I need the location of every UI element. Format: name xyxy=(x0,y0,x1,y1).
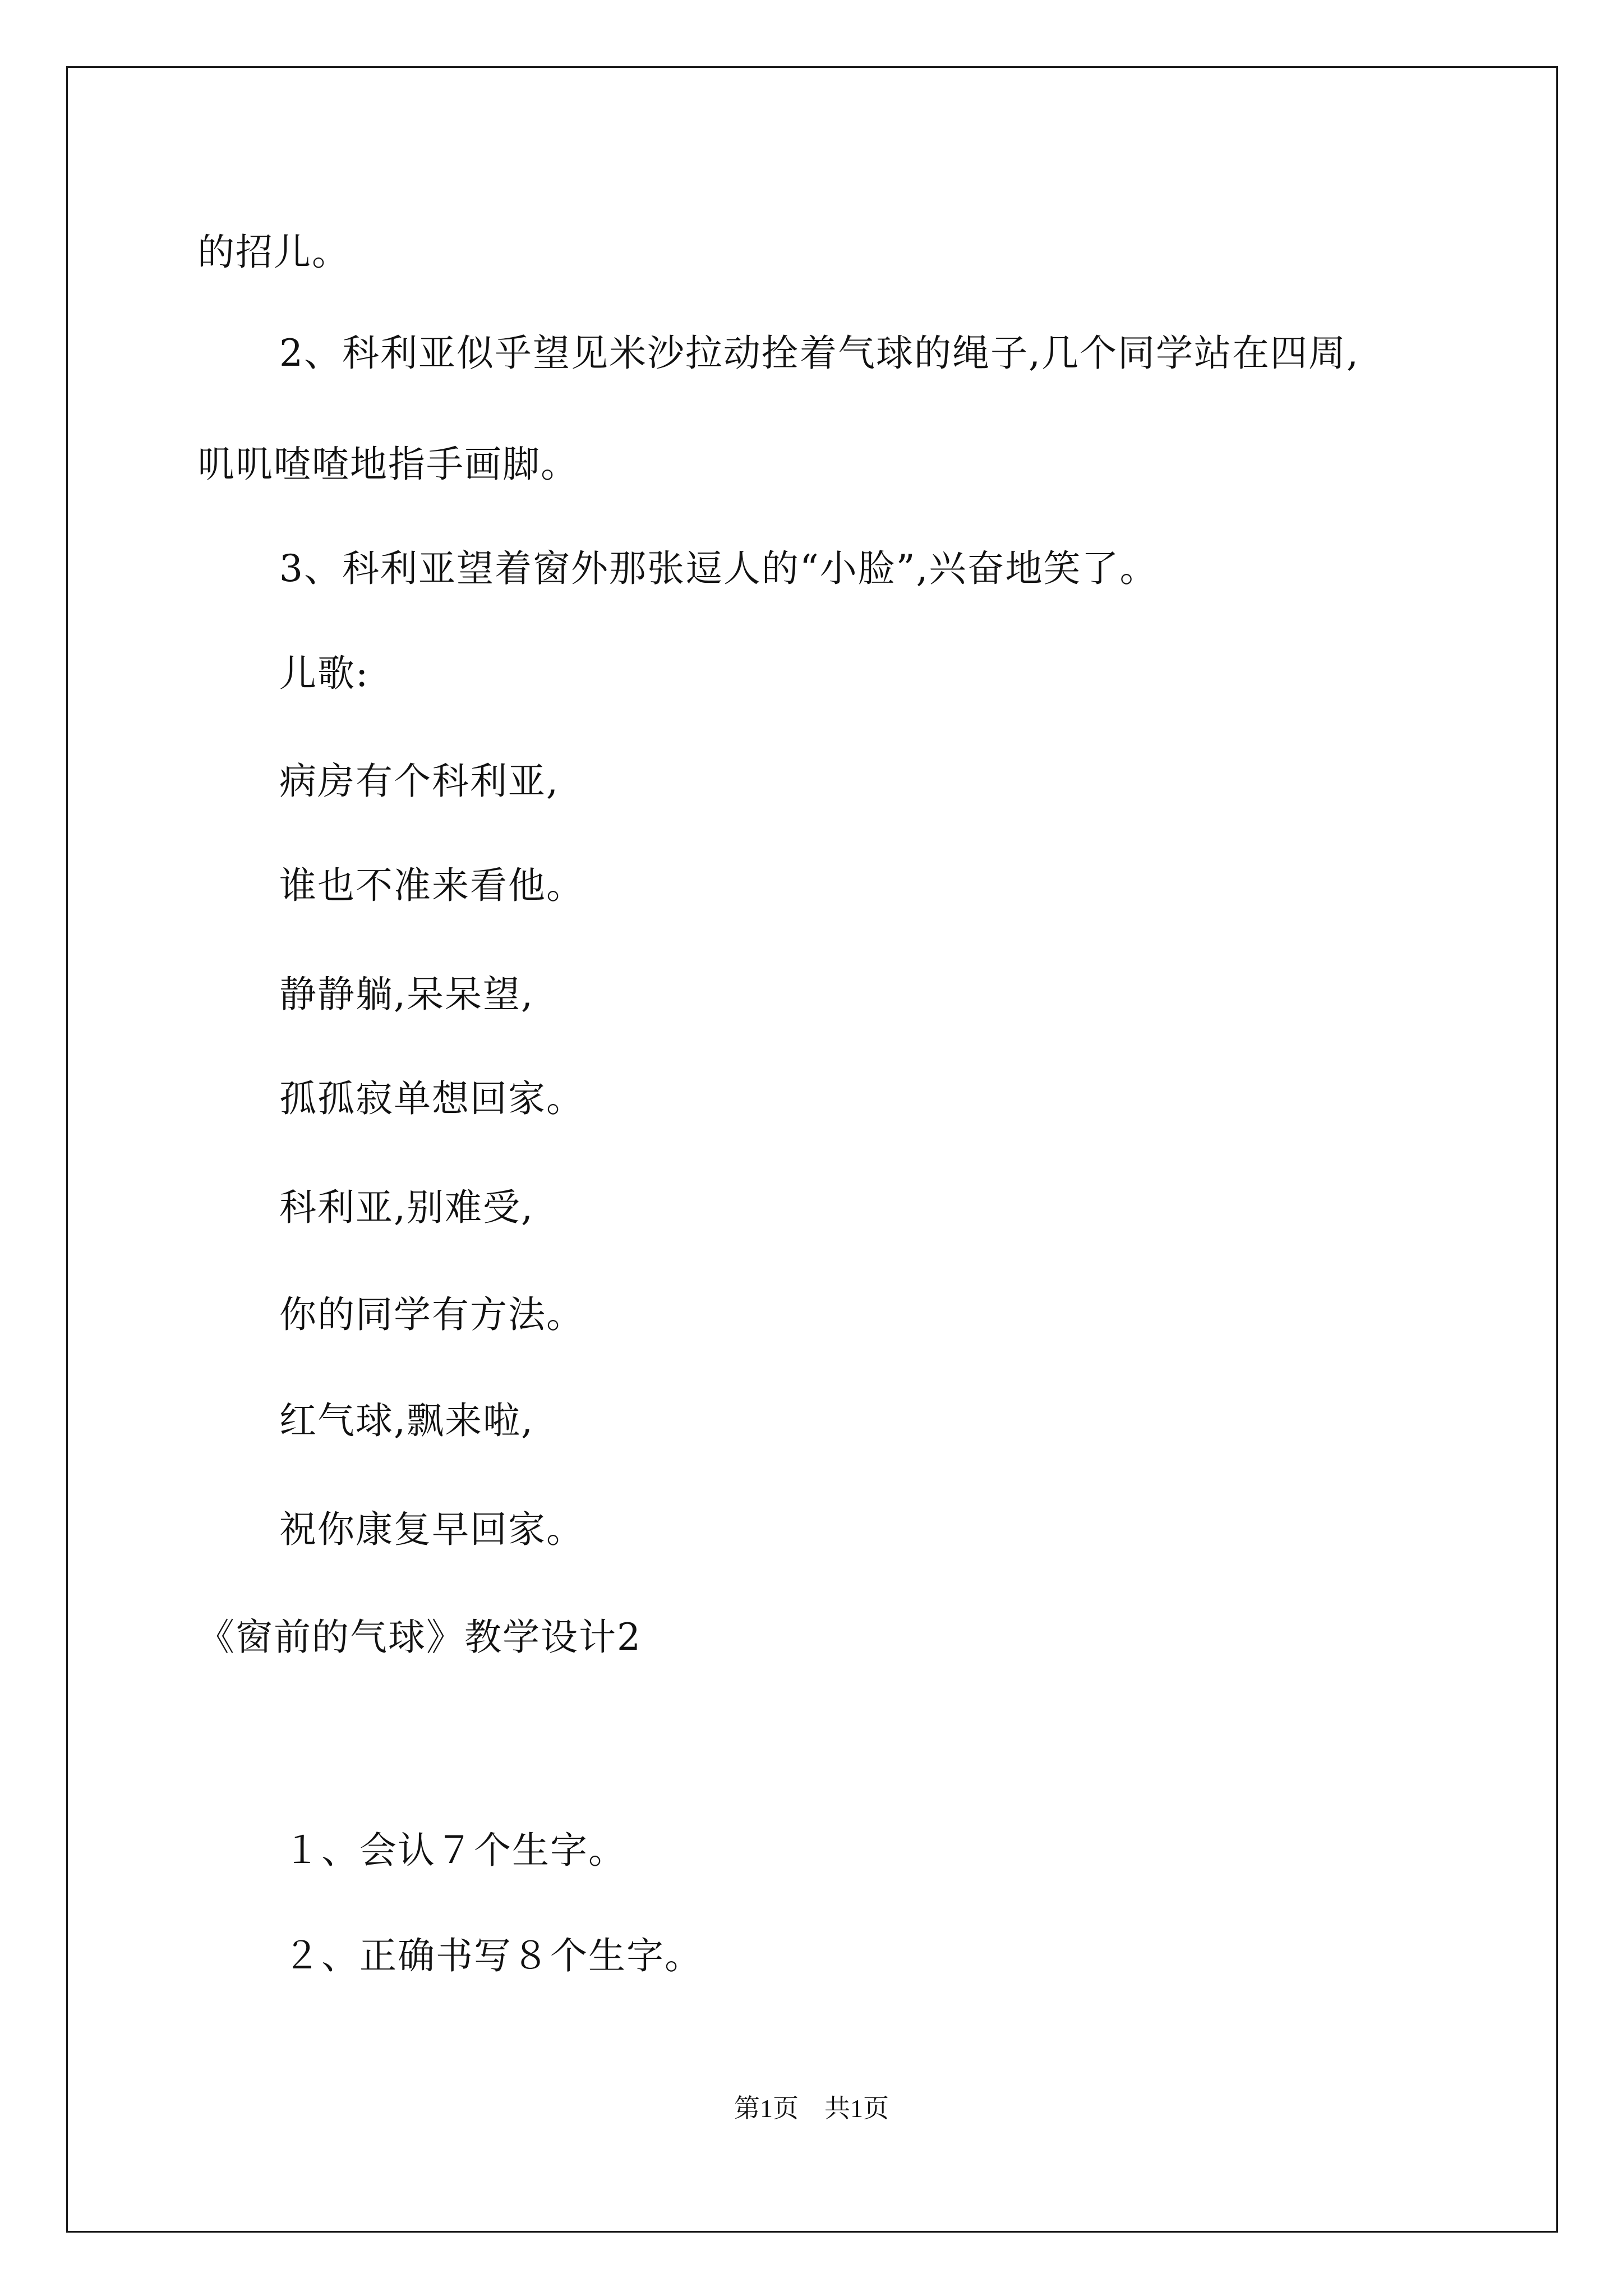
poem-line: 谁也不准来看他。 xyxy=(279,864,584,907)
paragraph-line: 3、科利亚望着窗外那张逗人的“小脸”,兴奋地笑了。 xyxy=(279,547,1158,590)
poem-line: 祝你康复早回家。 xyxy=(279,1508,584,1551)
poem-line: 孤孤寂单想回家。 xyxy=(279,1077,584,1120)
paragraph-line: 的招儿。 xyxy=(197,231,350,274)
section-label: 儿歌: xyxy=(279,652,370,695)
poem-line: 静静躺,呆呆望, xyxy=(279,973,534,1016)
poem-line: 科利亚,别难受, xyxy=(279,1186,534,1229)
poem-line: 红气球,飘来啦, xyxy=(279,1399,534,1442)
page-border xyxy=(66,66,1558,2233)
page-footer: 第1页 共1页 xyxy=(734,2094,889,2123)
poem-line: 病房有个科利亚, xyxy=(279,760,559,803)
poem-line: 你的同学有方法。 xyxy=(279,1293,584,1336)
section-heading: 《窗前的气球》教学设计2 xyxy=(197,1616,642,1659)
paragraph-line: 2、科利亚似乎望见米沙拉动拴着气球的绳子,几个同学站在四周, xyxy=(279,332,1359,375)
objective-line: １、会认７个生字。 xyxy=(283,1829,626,1872)
objective-line: ２、正确书写８个生字。 xyxy=(283,1934,703,1977)
paragraph-line: 叽叽喳喳地指手画脚。 xyxy=(197,443,579,486)
